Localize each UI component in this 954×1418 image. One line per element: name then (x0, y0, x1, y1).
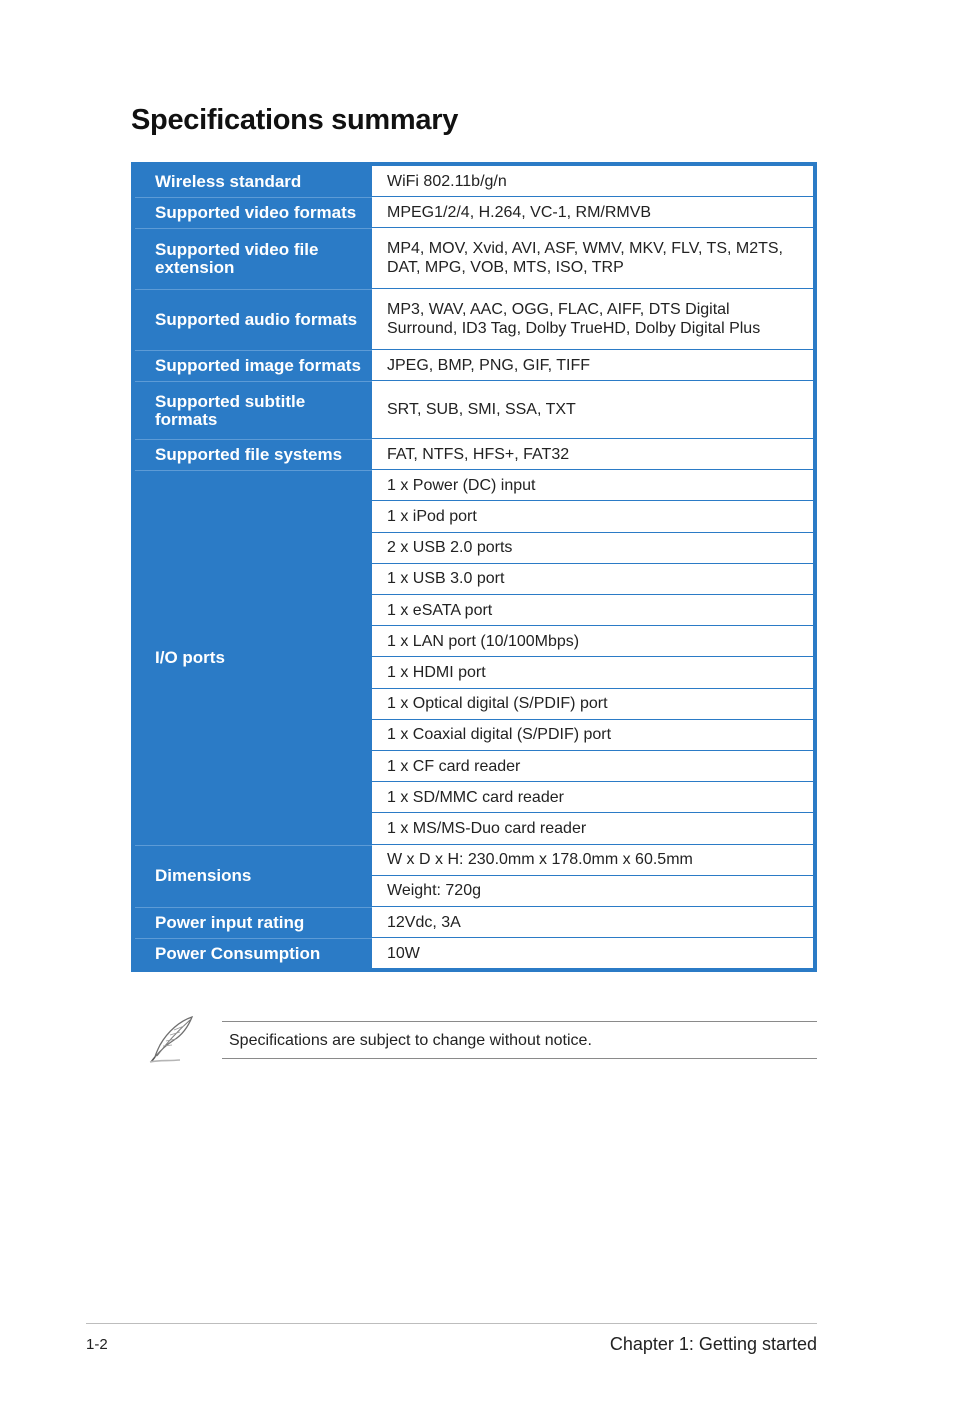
spec-value: 2 x USB 2.0 ports (372, 533, 813, 564)
spec-label: Wireless standard (135, 166, 372, 197)
spec-value: 1 x CF card reader (372, 751, 813, 782)
spec-value: 1 x MS/MS-Duo card reader (372, 813, 813, 844)
spec-value: 1 x USB 3.0 port (372, 564, 813, 595)
table-row (135, 845, 813, 876)
footer-divider (86, 1323, 817, 1324)
spec-value: SRT, SUB, SMI, SSA, TXT (372, 381, 813, 439)
spec-label: Power Consumption (135, 938, 372, 968)
note-box (222, 1021, 817, 1059)
spec-label: Supported image formats (135, 350, 372, 381)
table-row (135, 907, 813, 938)
spec-value: 12Vdc, 3A (372, 907, 813, 938)
page-title: Specifications summary (131, 104, 459, 136)
feather-pen-icon (146, 1013, 198, 1065)
spec-value: 1 x Power (DC) input (372, 470, 813, 501)
spec-value: 1 x Optical digital (S/PDIF) port (372, 689, 813, 720)
table-row (135, 350, 813, 381)
spec-value: W x D x H: 230.0mm x 178.0mm x 60.5mm (372, 845, 813, 876)
spec-value: 10W (372, 938, 813, 968)
spec-label: Dimensions (135, 845, 372, 907)
spec-value: MP4, MOV, Xvid, AVI, ASF, WMV, MKV, FLV, TS, M2TS, DAT, MPG, VOB, MTS, ISO, TRP (372, 228, 813, 289)
spec-value: 1 x SD/MMC card reader (372, 782, 813, 813)
table-row (135, 166, 813, 197)
note-text: Specifications are subject to change without notice. (229, 1032, 592, 1049)
table-row (135, 439, 813, 470)
table-row (135, 228, 813, 289)
spec-value: MPEG1/2/4, H.264, VC-1, RM/RMVB (372, 197, 813, 228)
spec-value: FAT, NTFS, HFS+, FAT32 (372, 439, 813, 470)
spec-label: I/O ports (135, 470, 372, 844)
chapter-title: Chapter 1: Getting started (609, 1334, 817, 1354)
spec-label: Supported video formats (135, 197, 372, 228)
spec-value: 1 x LAN port (10/100Mbps) (372, 626, 813, 657)
page-number: 1-2 (86, 1336, 108, 1353)
table-row (135, 470, 813, 501)
spec-value: MP3, WAV, AAC, OGG, FLAC, AIFF, DTS Digital Surround, ID3 Tag, Dolby TrueHD, Dolby Digital Plus (372, 289, 813, 350)
spec-label: Supported subtitle formats (135, 381, 372, 439)
spec-value: 1 x eSATA port (372, 595, 813, 626)
spec-label: Power input rating (135, 907, 372, 938)
spec-value: 1 x HDMI port (372, 657, 813, 688)
spec-value: WiFi 802.11b/g/n (372, 166, 813, 197)
spec-table-body (135, 166, 813, 968)
specifications-table (131, 162, 817, 972)
spec-value: 1 x iPod port (372, 501, 813, 532)
spec-label: Supported video file extension (135, 228, 372, 289)
spec-value: Weight: 720g (372, 876, 813, 907)
table-row (135, 197, 813, 228)
table-row (135, 289, 813, 350)
table-row (135, 938, 813, 968)
spec-value: JPEG, BMP, PNG, GIF, TIFF (372, 350, 813, 381)
spec-value: 1 x Coaxial digital (S/PDIF) port (372, 720, 813, 751)
table-row (135, 381, 813, 439)
spec-label: Supported file systems (135, 439, 372, 470)
spec-label: Supported audio formats (135, 289, 372, 350)
